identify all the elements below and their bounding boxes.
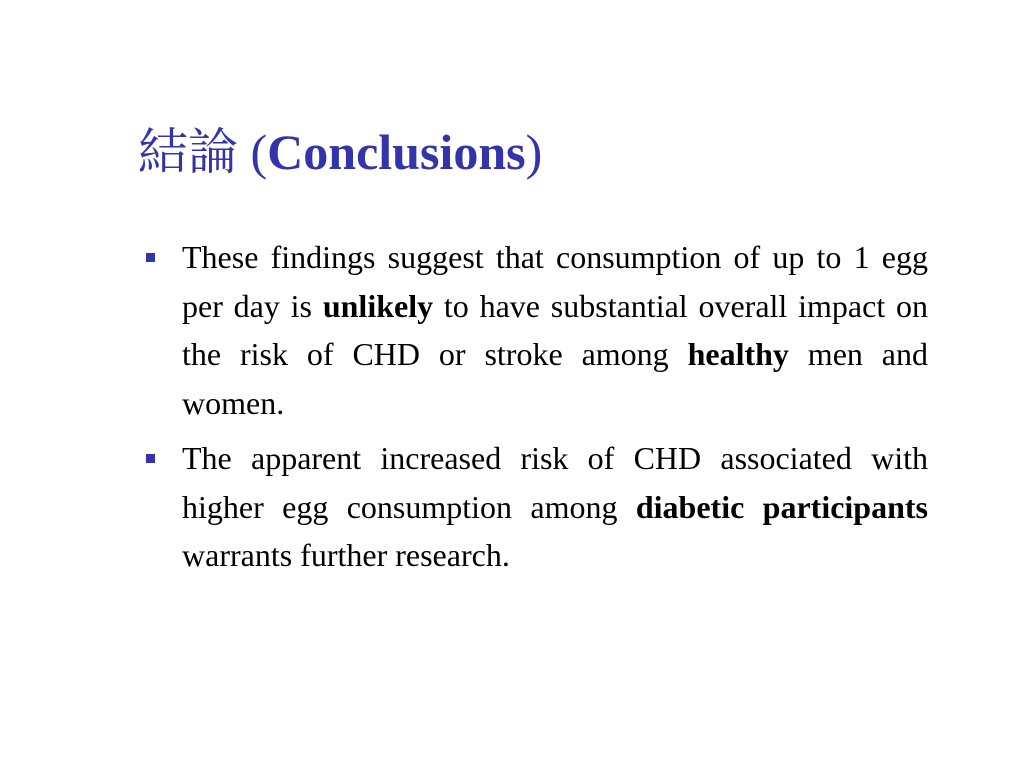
slide-title — [138, 124, 542, 182]
title-cjk: 結論 — [138, 124, 238, 180]
square-bullet-icon — [146, 253, 155, 262]
bullet-2-emphasis-diabetic-participants: diabetic participants — [635, 488, 929, 525]
bullet-list — [146, 233, 928, 587]
title-english: Conclusions — [267, 124, 526, 180]
bullet-item-2 — [146, 434, 928, 580]
bullet-1-emphasis-unlikely: unlikely — [322, 287, 434, 324]
bullet-text-2 — [182, 434, 928, 580]
title-paren-open: ( — [238, 124, 268, 180]
bullet-1-text-part: to have substantial overall impact on the risk of CHD or stroke among — [182, 287, 929, 372]
bullet-1-text-part: These findings suggest that consumption of up to 1 egg per day is — [182, 239, 928, 324]
bullet-1-emphasis-healthy: healthy — [687, 336, 789, 372]
title-paren-close: ) — [525, 124, 543, 180]
bullet-item-1 — [146, 233, 928, 427]
bullet-text-1 — [182, 233, 928, 427]
bullet-2-text-part: The apparent increased risk of CHD associated with higher egg consumption among — [182, 440, 928, 525]
square-bullet-icon — [146, 454, 155, 463]
bullet-1-text-part: men and women. — [182, 336, 929, 421]
bullet-2-text-part: warrants further research. — [182, 537, 510, 573]
